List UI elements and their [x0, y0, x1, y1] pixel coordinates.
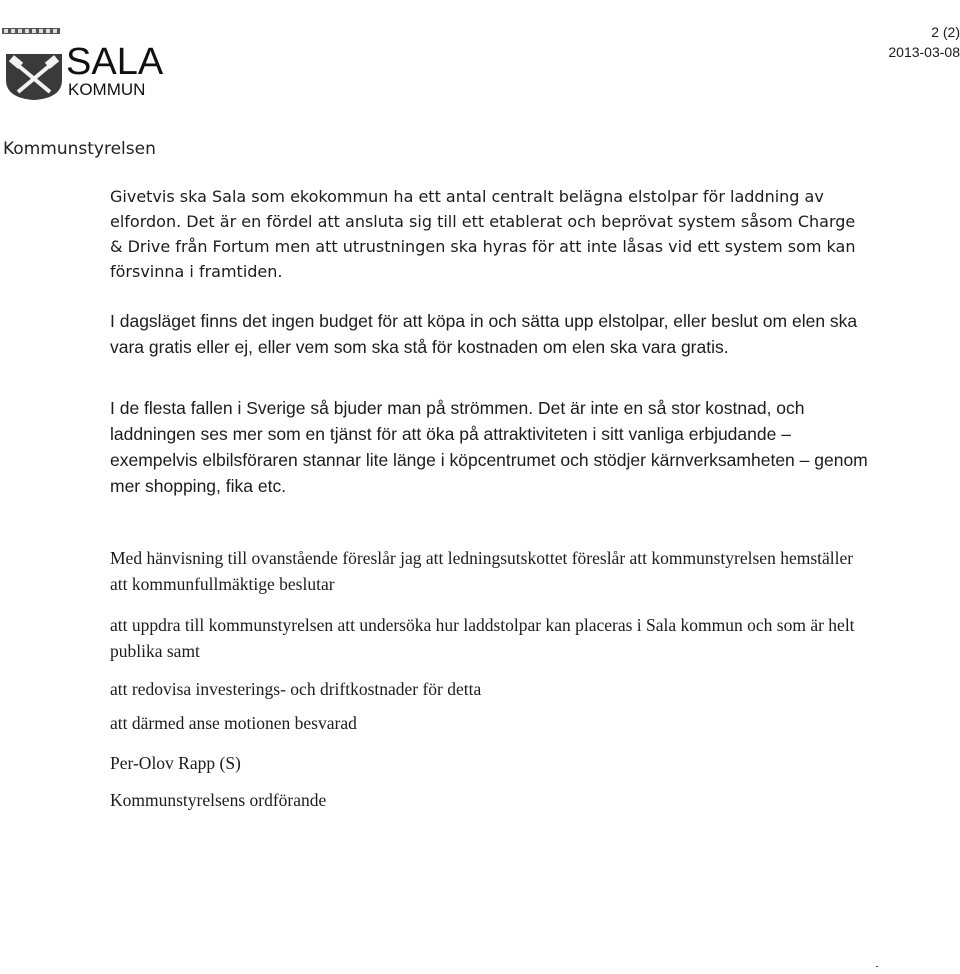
document-date: 2013-03-08 — [888, 44, 960, 60]
proposal-paragraph: Med hänvisning till ovanstående föreslår jag att ledningsutskottet föreslår att kommunstyrelsen hemställer att kommunfullmäktige beslutar — [110, 548, 854, 594]
sala-kommun-logo — [0, 28, 175, 108]
scan-speck — [876, 966, 878, 967]
sala-crest-icon — [2, 28, 64, 100]
decision-item-3: att därmed anse motionen besvarad — [110, 713, 357, 733]
logo-name: SALA — [66, 41, 164, 83]
department-heading: Kommunstyrelsen — [3, 139, 156, 159]
signatory-name: Per-Olov Rapp (S) — [110, 753, 241, 773]
signatory-title: Kommunstyrelsens ordförande — [110, 790, 327, 810]
logo-sub: KOMMUN — [68, 80, 146, 99]
body-paragraph-2: I dagsläget finns det ingen budget för att köpa in och sätta upp elstolpar, eller beslut om elen ska vara gratis eller ej, eller vem som ska stå för kostnaden om elen ska vara gratis. — [110, 311, 858, 357]
body-paragraph-1: Givetvis ska Sala som ekokommun ha ett antal centralt belägna elstolpar för laddning av elfordon. Det är en fördel att ansluta sig till ett etablerat och beprövat system såsom Charge & Drive från Fortum men att utrustningen ska hyras för att inte låsas vid ett system som kan försvinna i framtiden. — [110, 187, 856, 281]
page-number: 2 (2) — [931, 24, 960, 40]
decision-item-1: att uppdra till kommunstyrelsen att undersöka hur laddstolpar kan placeras i Sala kommun och som är helt publika samt — [110, 615, 855, 661]
body-paragraph-3: I de flesta fallen i Sverige så bjuder man på strömmen. Det är inte en så stor kostnad, och laddningen ses mer som en tjänst för att öka på attraktiviteten i sitt vanliga erbjudande – exempelvis elbilsföraren stannar lite länge i köpcentrumet och stödjer kärnverksamheten – genom mer shopping, fika etc. — [110, 398, 868, 496]
decision-item-2: att redovisa investerings- och driftkostnader för detta — [110, 679, 482, 699]
